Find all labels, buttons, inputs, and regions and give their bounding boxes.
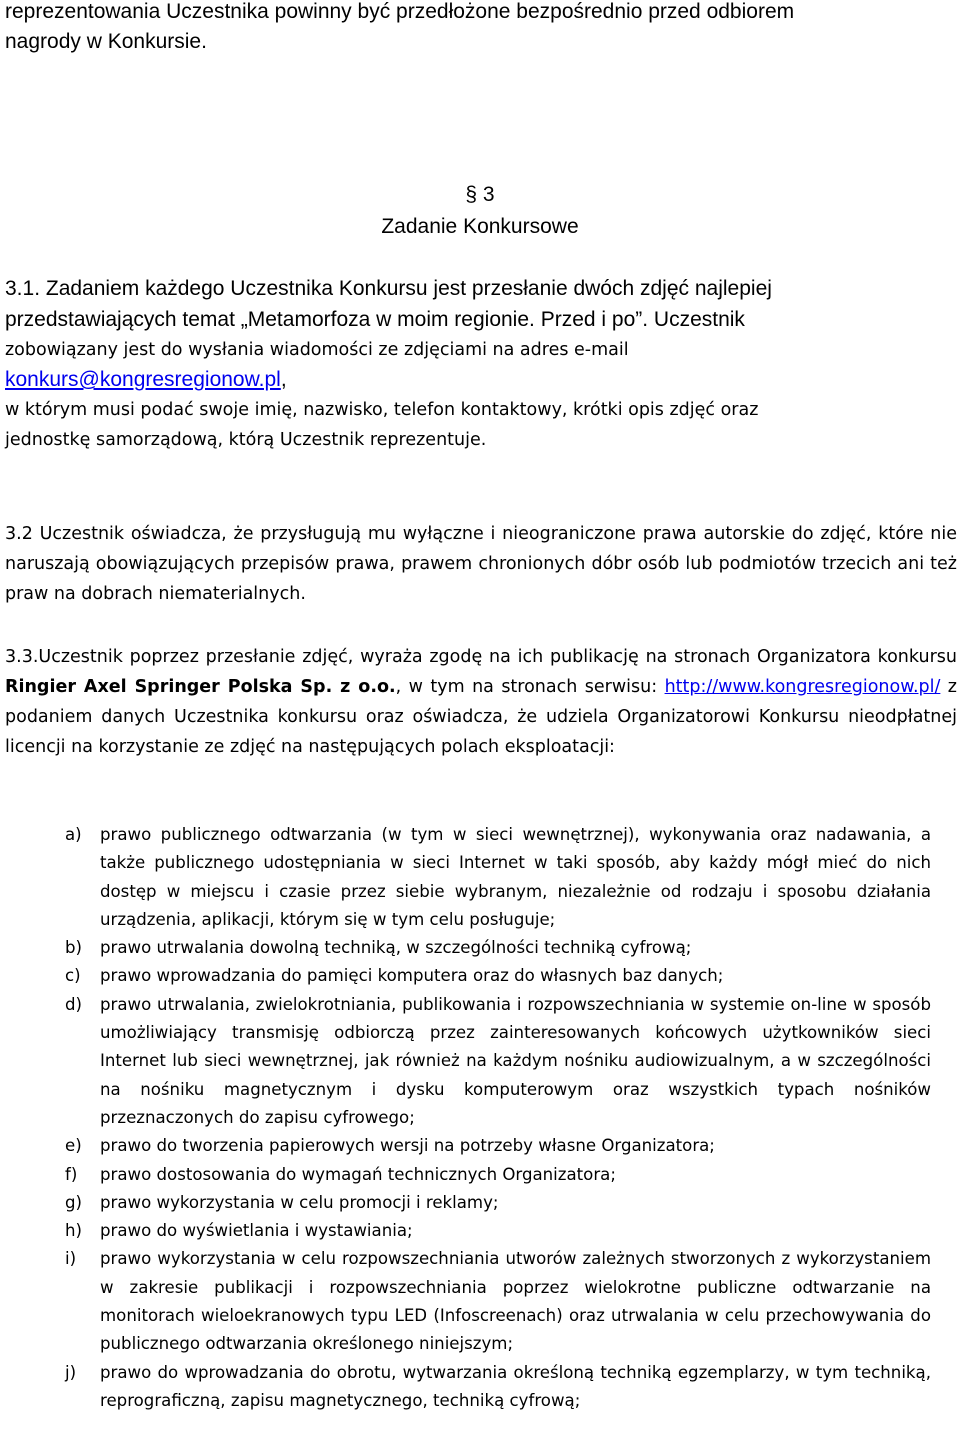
list-marker: j) (65, 1362, 77, 1382)
list-item-text: prawo wykorzystania w celu promocji i reklamy; (100, 1192, 499, 1212)
section-heading (0, 180, 960, 242)
section-number: § 3 (465, 183, 495, 206)
list-item-text: prawo do wyświetlania i wystawiania; (100, 1221, 413, 1241)
list-item (65, 1189, 931, 1217)
list-item-text: prawo utrwalania, zwielokrotniania, publikowania i rozpowszechniania w systemie on-line w sposób umożliwiający transmisję odbiorczą przez zainteresowanych końcowych użytkowników sieci Internet lub sieci wewnętrznej, jak również na każdym nośniku audiowizualnym, a w szczególności na nośniku magnetycznym i dysku komputerowym oraz wszystkich typach nośników przeznaczonych do zapisu cyfrowego; (100, 994, 931, 1127)
list-marker: i) (65, 1249, 77, 1269)
list-marker: c) (65, 966, 81, 986)
list-item (65, 962, 931, 990)
paragraph-3-1 (5, 274, 957, 455)
p31-line-3: zobowiązany jest do wysłania wiadomości ze zdjęciami na adres e-mail (5, 340, 629, 360)
p31-line-5: w którym musi podać swoje imię, nazwisko, telefon kontaktowy, krótki opis zdjęć oraz (5, 400, 759, 420)
email-link[interactable]: konkurs@kongresregionow.pl (5, 368, 281, 391)
list-item-text: prawo do wprowadzania do obrotu, wytwarzania określoną techniką egzemplarzy, w tym techniką, reprograficzną, zapisu magnetycznego, techniką cyfrową; (100, 1362, 931, 1410)
list-item (65, 1217, 931, 1245)
list-item-text: prawo dostosowania do wymagań technicznych Organizatora; (100, 1164, 616, 1184)
list-marker: d) (65, 994, 83, 1014)
list-marker: b) (65, 938, 83, 958)
list-item (65, 1132, 931, 1160)
p31-line-2: przedstawiających temat „Metamorfoza w moim regionie. Przed i po”. Uczestnik (5, 308, 745, 331)
paragraph-3-2: 3.2 Uczestnik oświadcza, że przysługują mu wyłączne i nieograniczone prawa autorskie do zdjęć, które nie naruszają obowiązujących przepisów prawa, prawem chronionych dóbr osób lub podmiotów trzecich ani też praw na dobrach niematerialnych. (5, 524, 957, 604)
intro-paragraph (5, 0, 957, 57)
paragraph-3-3 (5, 642, 957, 762)
section-title: Zadanie Konkursowe (381, 215, 579, 238)
list-marker: e) (65, 1136, 82, 1156)
list-item (65, 821, 931, 934)
list-item (65, 1245, 931, 1358)
company-name: Ringier Axel Springer Polska Sp. z o.o. (5, 677, 396, 697)
list-item-text: prawo wprowadzania do pamięci komputera oraz do własnych baz danych; (100, 966, 724, 986)
list-item (65, 1161, 931, 1189)
p33-after: z podaniem danych Uczestnika konkursu oraz oświadcza, że udziela Organizatorowi Konkursu nieodpłatnej licencji na korzystanie ze zdjęć na następujących polach eksploatacji: (5, 677, 957, 757)
list-item-text: prawo publicznego odtwarzania (w tym w sieci wewnętrznej), wykonywania oraz nadawania, a także publicznego udostępniania w sieci Internet w taki sposób, aby każdy mógł mieć do nich dostęp w miejscu i czasie przez siebie wybranym, niezależnie od rodzaju i sposobu działania urządzenia, aplikacji, którym się w tym celu posługuje; (100, 825, 931, 929)
p33-before: 3.3.Uczestnik poprzez przesłanie zdjęć, wyraża zgodę na ich publikację na stronach Organizatora konkursu (5, 647, 957, 667)
list-marker: h) (65, 1221, 82, 1241)
list-item (65, 934, 931, 962)
list-item-text: prawo do tworzenia papierowych wersji na potrzeby własne Organizatora; (100, 1136, 715, 1156)
list-item (65, 991, 931, 1132)
email-after: , (280, 368, 287, 391)
intro-line-1: reprezentowania Uczestnika powinny być przedłożone bezpośrednio przed odbiorem (5, 0, 795, 23)
p31-line-1: 3.1. Zadaniem każdego Uczestnika Konkursu jest przesłanie dwóch zdjęć najlepiej (5, 277, 772, 300)
p31-line-6: jednostkę samorządową, którą Uczestnik reprezentuje. (5, 430, 487, 450)
p31-line-4 (5, 365, 957, 395)
list-item (65, 1359, 931, 1416)
list-marker: g) (65, 1192, 83, 1212)
list-item-text: prawo wykorzystania w celu rozpowszechniania utworów zależnych stworzonych z wykorzystaniem w zakresie publikacji i rozpowszechniania poprzez wielokrotne publiczne odtwarzanie na monitorach wieloekranowych typu LED (Infoscreenach) oraz utrwalania w celu przechowywania do publicznego odtwarzania określonego niniejszym; (100, 1249, 931, 1354)
exploitation-fields-list (65, 821, 931, 1415)
list-marker: a) (65, 825, 82, 844)
website-link[interactable]: http://www.kongresregionow.pl/ (664, 677, 941, 697)
intro-line-2: nagrody w Konkursie. (5, 30, 207, 53)
p33-middle: , w tym na stronach serwisu: (395, 677, 658, 697)
list-marker: f) (65, 1164, 78, 1184)
list-item-text: prawo utrwalania dowolną techniką, w szczególności techniką cyfrową; (100, 938, 692, 958)
